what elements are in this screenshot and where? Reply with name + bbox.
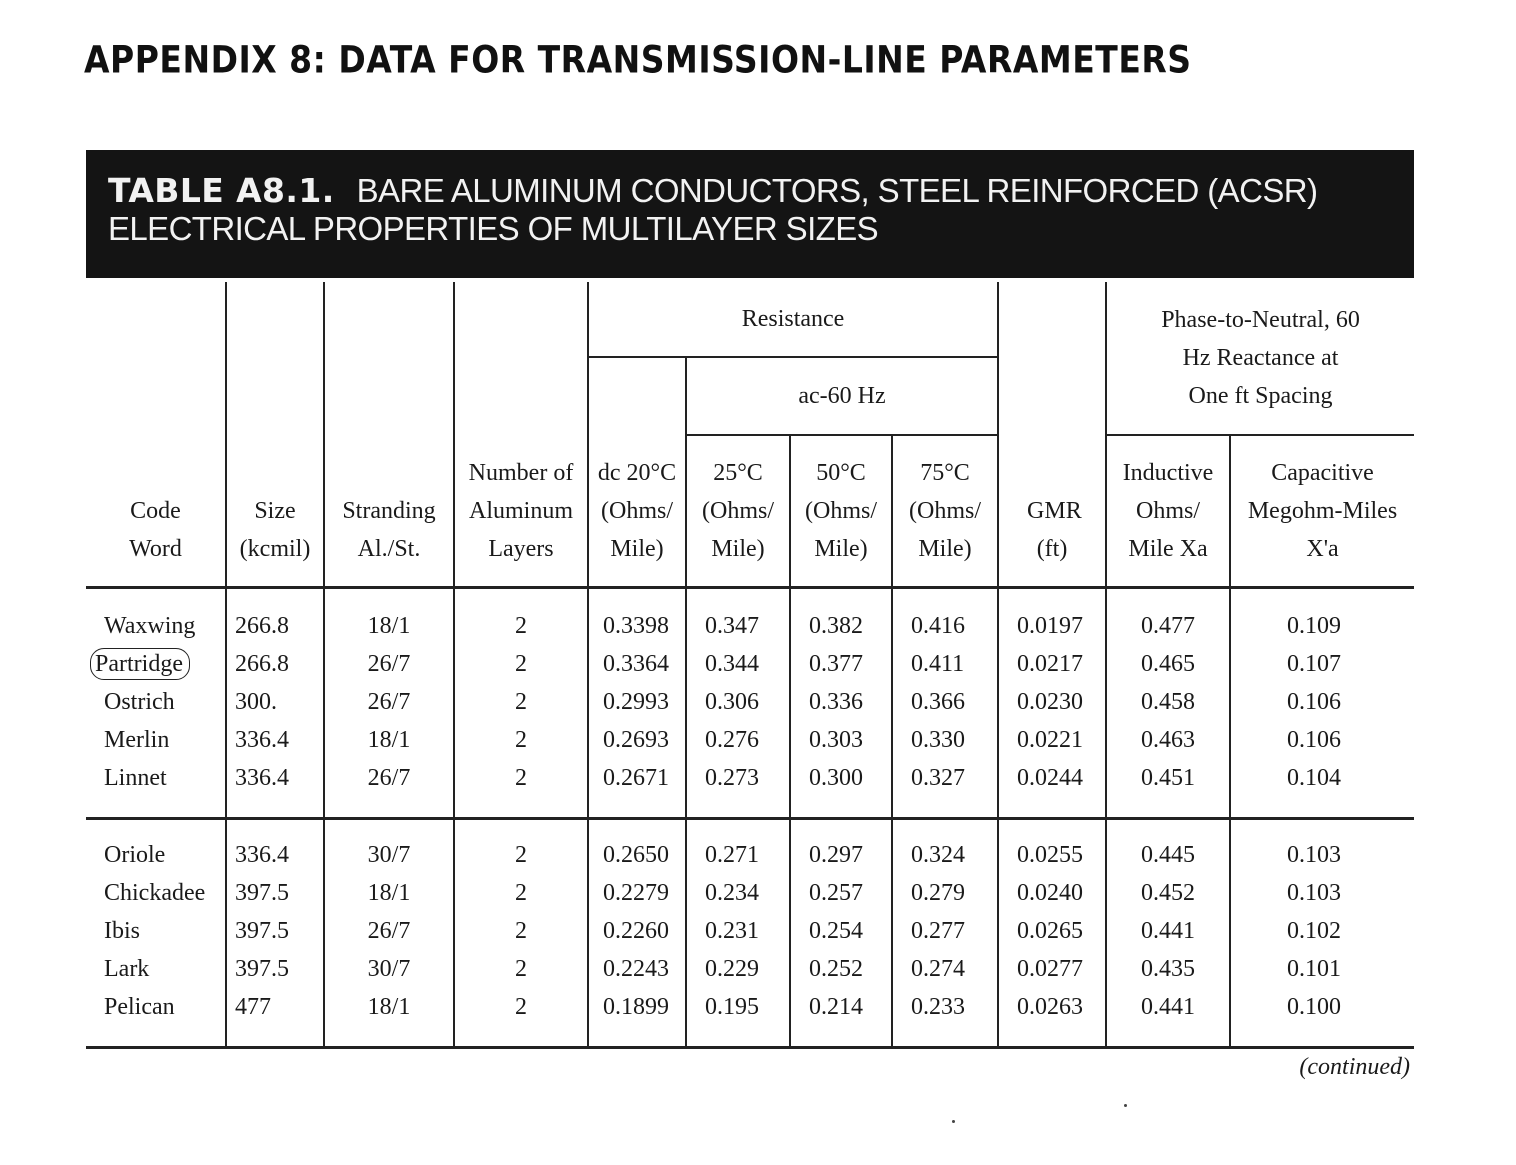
header-resistance: Resistance <box>588 282 998 357</box>
header-ac-50c: 50°C (Ohms/ Mile) <box>790 435 892 588</box>
ac25-resistance-cell: 0.347 0.344 0.306 0.276 0.273 <box>686 588 790 819</box>
capacitive-reactance-cell: 0.109 0.107 0.106 0.106 0.104 <box>1230 588 1414 819</box>
gmr-cell: 0.0255 0.0240 0.0265 0.0277 0.0263 <box>998 819 1106 1048</box>
stranding-cell: 18/1 26/7 26/7 18/1 26/7 <box>324 588 454 819</box>
inductive-reactance-cell: 0.445 0.452 0.441 0.435 0.441 <box>1106 819 1230 1048</box>
layers-cell: 2 2 2 2 2 <box>454 588 588 819</box>
header-stranding: Stranding Al./St. <box>324 282 454 588</box>
continued-note: (continued) <box>1299 1054 1410 1080</box>
layers-cell: 2 2 2 2 2 <box>454 819 588 1048</box>
table-label: TABLE A8.1. <box>108 171 335 210</box>
circled-code-word: Partridge <box>90 648 190 680</box>
ac75-resistance-cell: 0.324 0.279 0.277 0.274 0.233 <box>892 819 998 1048</box>
header-code-word: Code Word <box>86 282 226 588</box>
header-aluminum-layers: Number of Aluminum Layers <box>454 282 588 588</box>
header-capacitive-reactance: Capacitive Megohm-Miles X'a <box>1230 435 1414 588</box>
ac50-resistance-cell: 0.297 0.257 0.254 0.252 0.214 <box>790 819 892 1048</box>
header-reactance: Phase-to-Neutral, 60 Hz Reactance at One ft Spacing <box>1106 282 1414 435</box>
table-row-group-1 <box>86 588 1414 819</box>
size-cell: 266.8 266.8 300. 336.4 336.4 <box>226 588 324 819</box>
code-word-cell: Oriole Chickadee Ibis Lark Pelican <box>86 819 226 1048</box>
table-caption-line-2: ELECTRICAL PROPERTIES OF MULTILAYER SIZES <box>108 210 879 247</box>
header-ac-75c: 75°C (Ohms/ Mile) <box>892 435 998 588</box>
stranding-cell: 30/7 18/1 26/7 30/7 18/1 <box>324 819 454 1048</box>
ac75-resistance-cell: 0.416 0.411 0.366 0.330 0.327 <box>892 588 998 819</box>
appendix-title: APPENDIX 8: DATA FOR TRANSMISSION-LINE PARAMETERS <box>84 38 1192 82</box>
dc-resistance-cell: 0.2650 0.2279 0.2260 0.2243 0.1899 <box>588 819 686 1048</box>
gmr-cell: 0.0197 0.0217 0.0230 0.0221 0.0244 <box>998 588 1106 819</box>
code-word-cell: Waxwing Partridge Ostrich Merlin Linnet <box>86 588 226 819</box>
scan-speck <box>1124 1104 1127 1107</box>
table-row-group-2 <box>86 819 1414 1048</box>
acsr-properties-table <box>86 282 1414 1049</box>
size-cell: 336.4 397.5 397.5 397.5 477 <box>226 819 324 1048</box>
ac25-resistance-cell: 0.271 0.234 0.231 0.229 0.195 <box>686 819 790 1048</box>
header-gmr: GMR (ft) <box>998 282 1106 588</box>
header-dc-resistance: dc 20°C (Ohms/ Mile) <box>588 357 686 588</box>
capacitive-reactance-cell: 0.103 0.103 0.102 0.101 0.100 <box>1230 819 1414 1048</box>
scan-speck <box>952 1120 955 1123</box>
header-ac-60hz: ac-60 Hz <box>686 357 998 435</box>
header-inductive-reactance: Inductive Ohms/ Mile Xa <box>1106 435 1230 588</box>
dc-resistance-cell: 0.3398 0.3364 0.2993 0.2693 0.2671 <box>588 588 686 819</box>
header-size: Size (kcmil) <box>226 282 324 588</box>
header-ac-25c: 25°C (Ohms/ Mile) <box>686 435 790 588</box>
table-caption-line-1 <box>108 172 1414 210</box>
inductive-reactance-cell: 0.477 0.465 0.458 0.463 0.451 <box>1106 588 1230 819</box>
ac50-resistance-cell: 0.382 0.377 0.336 0.303 0.300 <box>790 588 892 819</box>
table-caption-banner <box>86 150 1414 278</box>
table-caption-text-1: BARE ALUMINUM CONDUCTORS, STEEL REINFORCED (ACSR) <box>356 172 1318 209</box>
